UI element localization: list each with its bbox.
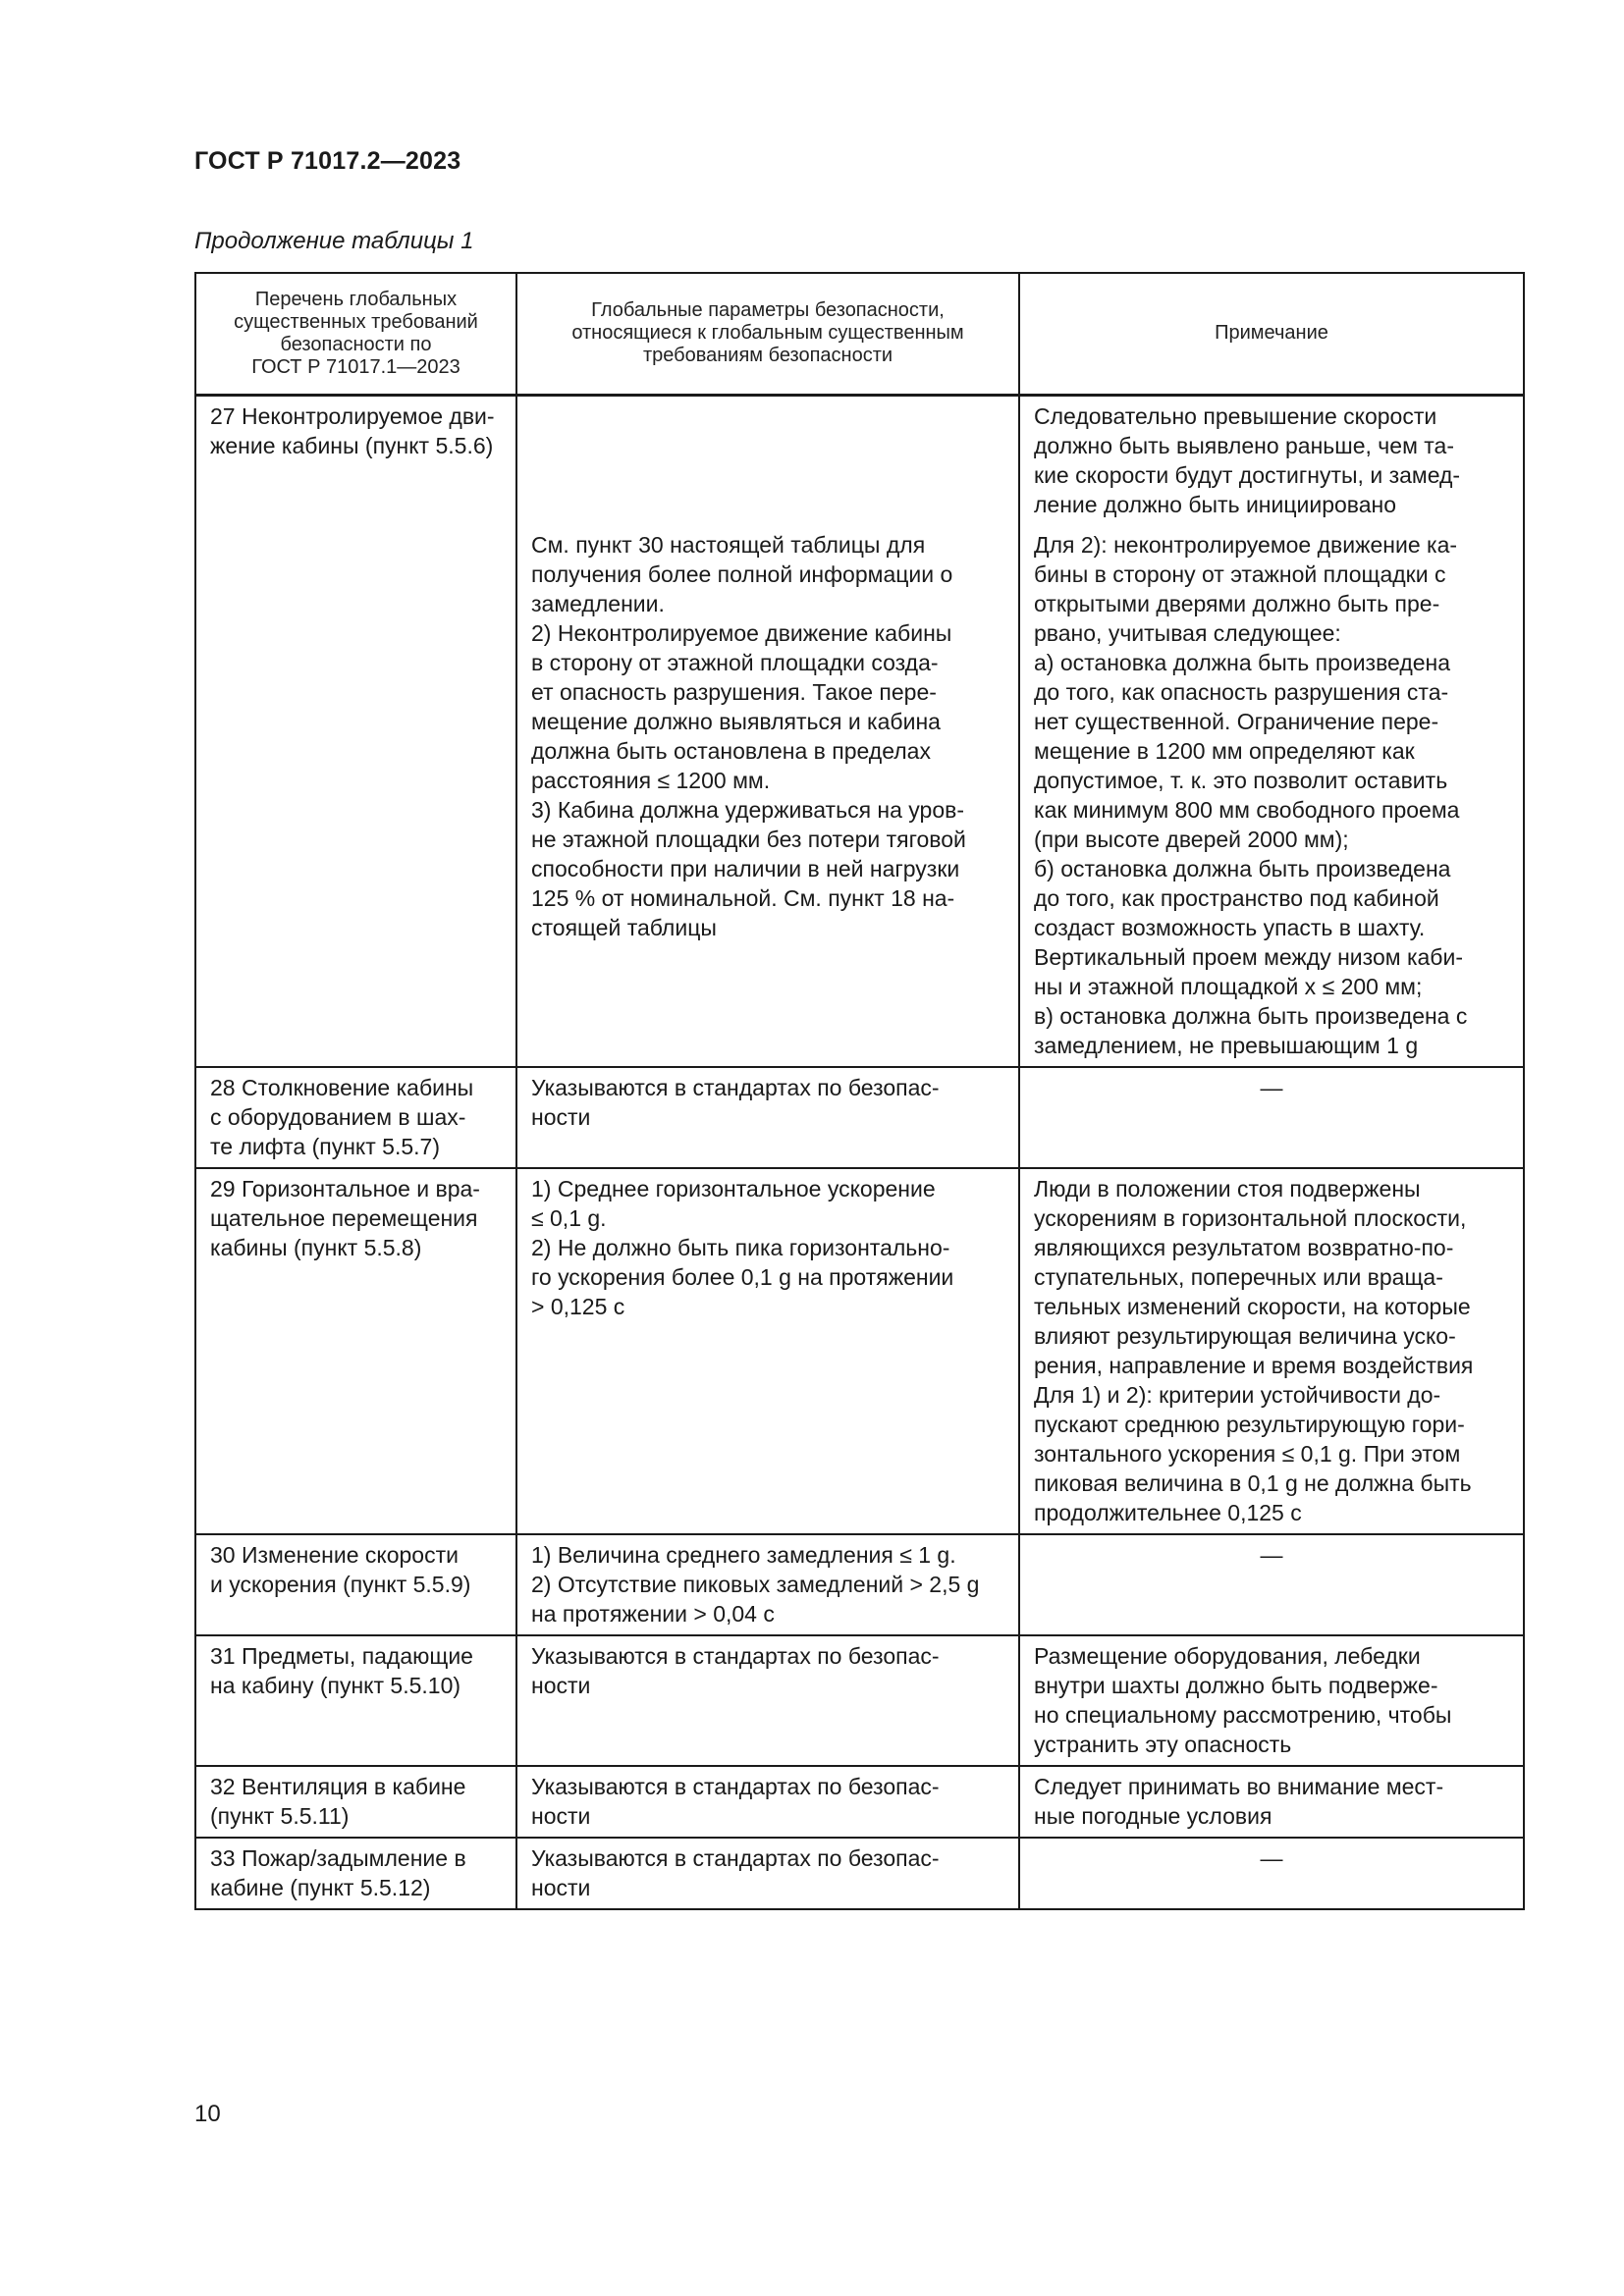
text-line: являющихся результатом возвратно-по- xyxy=(1034,1234,1454,1260)
text-line: ет опасность разрушения. Такое пере- xyxy=(531,678,937,705)
table-row xyxy=(195,1766,1524,1838)
text-line: — xyxy=(1260,1541,1283,1568)
parameters-cell xyxy=(516,1067,1019,1168)
text-line: 32 Вентиляция в кабине xyxy=(210,1773,466,1799)
column-header-note: Примечание xyxy=(1019,273,1524,395)
text-line: открытыми дверями должно быть пре- xyxy=(1034,590,1440,616)
text-line: зонтального ускорения ≤ 0,1 g. При этом xyxy=(1034,1440,1461,1467)
table-header-row xyxy=(195,273,1524,395)
text-line: на кабину (пункт 5.5.10) xyxy=(210,1672,461,1698)
row27-note-top xyxy=(1019,395,1524,525)
column-header-requirements: Перечень глобальных существенных требований безопасности по ГОСТ Р 71017.1—2023 xyxy=(195,273,516,395)
table-caption: Продолжение таблицы 1 xyxy=(194,228,474,254)
text-line: должна быть остановлена в пределах xyxy=(531,737,931,764)
text-line: Следует принимать во внимание мест- xyxy=(1034,1773,1444,1799)
text-line: бины в сторону от этажной площадки с xyxy=(1034,561,1446,587)
text-line: на протяжении > 0,04 с xyxy=(531,1600,775,1627)
text-line: кие скорости будут достигнуты, и замед- xyxy=(1034,461,1461,488)
text-line: тельных изменений скорости, на которые xyxy=(1034,1293,1471,1319)
text-line: Указываются в стандартах по безопас- xyxy=(531,1844,940,1871)
text-line: ности xyxy=(531,1672,591,1698)
text-line: (пункт 5.5.11) xyxy=(210,1802,350,1829)
text-line: нет существенной. Ограничение пере- xyxy=(1034,708,1439,734)
text-line: способности при наличии в ней нагрузки xyxy=(531,855,960,881)
requirement-cell xyxy=(195,1838,516,1909)
text-line: го ускорения более 0,1 g на протяжении xyxy=(531,1263,954,1290)
note-cell xyxy=(1019,1766,1524,1838)
text-line: не этажной площадки без потери тяговой xyxy=(531,826,966,852)
parameters-cell xyxy=(516,1534,1019,1635)
text-line: до того, как опасность разрушения ста- xyxy=(1034,678,1449,705)
text-line: с оборудованием в шах- xyxy=(210,1103,466,1130)
text-line: ≤ 0,1 g. xyxy=(531,1204,607,1231)
text-line: 33 Пожар/задымление в xyxy=(210,1844,466,1871)
note-cell xyxy=(1019,1067,1524,1168)
text-line: а) остановка должна быть произведена xyxy=(1034,649,1451,675)
table-row xyxy=(195,1838,1524,1909)
parameters-cell xyxy=(516,1168,1019,1534)
text-line: 2) Не должно быть пика горизонтально- xyxy=(531,1234,950,1260)
note-cell xyxy=(1019,1635,1524,1766)
text-line: 1) Величина среднего замедления ≤ 1 g. xyxy=(531,1541,956,1568)
text-line: Для 1) и 2): критерии устойчивости до- xyxy=(1034,1381,1441,1408)
text-line: в) остановка должна быть произведена с xyxy=(1034,1002,1468,1029)
page-number: 10 xyxy=(194,2101,221,2127)
table-row xyxy=(195,1534,1524,1635)
table-row xyxy=(195,1067,1524,1168)
text-line: мещение в 1200 мм определяют как xyxy=(1034,737,1415,764)
note-cell xyxy=(1019,1838,1524,1909)
text-line: — xyxy=(1260,1844,1283,1871)
text-line: ны и этажной площадкой x ≤ 200 мм; xyxy=(1034,973,1423,999)
text-line: 30 Изменение скорости xyxy=(210,1541,459,1568)
text-line: пускают среднюю результирующую гори- xyxy=(1034,1411,1465,1437)
text-line: замедлением, не превышающим 1 g xyxy=(1034,1032,1419,1058)
parameters-cell xyxy=(516,1635,1019,1766)
text-line: щательное перемещения xyxy=(210,1204,478,1231)
text-line: 125 % от номинальной. См. пункт 18 на- xyxy=(531,884,955,911)
text-line: 28 Столкновение кабины xyxy=(210,1074,474,1100)
text-line: ности xyxy=(531,1103,591,1130)
text-line: должно быть выявлено раньше, чем та- xyxy=(1034,432,1454,458)
parameters-cell xyxy=(516,1838,1019,1909)
text-line: ление должно быть инициировано xyxy=(1034,491,1397,517)
text-line: Указываются в стандартах по безопас- xyxy=(531,1642,940,1669)
text-line: получения более полной информации о xyxy=(531,561,953,587)
text-line: создаст возможность упасть в шахту. xyxy=(1034,914,1426,940)
row27-parameters-top xyxy=(516,395,1019,525)
text-line: ные погодные условия xyxy=(1034,1802,1272,1829)
row27-requirement xyxy=(195,395,516,1067)
text-line: Люди в положении стоя подвержены xyxy=(1034,1175,1421,1201)
table-row xyxy=(195,1168,1524,1534)
text-line: 31 Предметы, падающие xyxy=(210,1642,473,1669)
text-line: в сторону от этажной площадки созда- xyxy=(531,649,939,675)
note-cell xyxy=(1019,1534,1524,1635)
text-line: внутри шахты должно быть подверже- xyxy=(1034,1672,1438,1698)
text-line: как минимум 800 мм свободного проема xyxy=(1034,796,1460,823)
text-line: — xyxy=(1260,1074,1283,1100)
requirement-cell xyxy=(195,1534,516,1635)
requirement-cell xyxy=(195,1067,516,1168)
table-row-27a xyxy=(195,395,1524,525)
text-line: Вертикальный проем между низом каби- xyxy=(1034,943,1463,970)
text-line: См. пункт 30 настоящей таблицы для xyxy=(531,531,926,558)
text-line: > 0,125 с xyxy=(531,1293,625,1319)
text-line: 3) Кабина должна удерживаться на уров- xyxy=(531,796,964,823)
text-line: те лифта (пункт 5.5.7) xyxy=(210,1133,440,1159)
text-line: 27 Неконтролируемое дви- xyxy=(210,402,495,429)
text-line: ускорениям в горизонтальной плоскости, xyxy=(1034,1204,1467,1231)
text-line: продолжительнее 0,125 с xyxy=(1034,1499,1302,1525)
note-cell xyxy=(1019,1168,1524,1534)
text-line: пиковая величина в 0,1 g не должна быть xyxy=(1034,1469,1472,1496)
text-line: стоящей таблицы xyxy=(531,914,717,940)
row27-parameters xyxy=(516,525,1019,1067)
text-line: кабине (пункт 5.5.12) xyxy=(210,1874,431,1900)
text-line: Указываются в стандартах по безопас- xyxy=(531,1773,940,1799)
text-line: замедлении. xyxy=(531,590,665,616)
document-header: ГОСТ Р 71017.2—2023 xyxy=(194,147,461,175)
requirement-cell xyxy=(195,1168,516,1534)
text-line: ности xyxy=(531,1874,591,1900)
text-line: и ускорения (пункт 5.5.9) xyxy=(210,1571,471,1597)
text-line: но специальному рассмотрению, чтобы xyxy=(1034,1701,1452,1728)
text-line: мещение должно выявляться и кабина xyxy=(531,708,941,734)
row27-note-bottom xyxy=(1019,525,1524,1067)
text-line: б) остановка должна быть произведена xyxy=(1034,855,1451,881)
text-line: допустимое, т. к. это позволит оставить xyxy=(1034,767,1448,793)
text-line: рвано, учитывая следующее: xyxy=(1034,619,1341,646)
text-line: Размещение оборудования, лебедки xyxy=(1034,1642,1421,1669)
text-line: рения, направление и время воздействия xyxy=(1034,1352,1474,1378)
requirement-cell xyxy=(195,1635,516,1766)
text-line: Указываются в стандартах по безопас- xyxy=(531,1074,940,1100)
table-row xyxy=(195,1635,1524,1766)
text-line: 2) Отсутствие пиковых замедлений > 2,5 g xyxy=(531,1571,980,1597)
text-line: 2) Неконтролируемое движение кабины xyxy=(531,619,952,646)
text-line: ступательных, поперечных или враща- xyxy=(1034,1263,1443,1290)
text-line: жение кабины (пункт 5.5.6) xyxy=(210,432,494,458)
requirements-table xyxy=(194,272,1525,1910)
text-line: (при высоте дверей 2000 мм); xyxy=(1034,826,1349,852)
text-line: Для 2): неконтролируемое движение ка- xyxy=(1034,531,1458,558)
text-line: ности xyxy=(531,1802,591,1829)
text-line: 29 Горизонтальное и вра- xyxy=(210,1175,480,1201)
text-line: влияют результирующая величина уско- xyxy=(1034,1322,1456,1349)
text-line: кабины (пункт 5.5.8) xyxy=(210,1234,422,1260)
text-line: Следовательно превышение скорости xyxy=(1034,402,1437,429)
text-line: 1) Среднее горизонтальное ускорение xyxy=(531,1175,936,1201)
requirement-cell xyxy=(195,1766,516,1838)
text-line: устранить эту опасность xyxy=(1034,1731,1292,1757)
parameters-cell xyxy=(516,1766,1019,1838)
column-header-parameters: Глобальные параметры безопасности, относящиеся к глобальным существенным требованиям безопасности xyxy=(516,273,1019,395)
text-line: до того, как пространство под кабиной xyxy=(1034,884,1439,911)
text-line: расстояния ≤ 1200 мм. xyxy=(531,767,771,793)
